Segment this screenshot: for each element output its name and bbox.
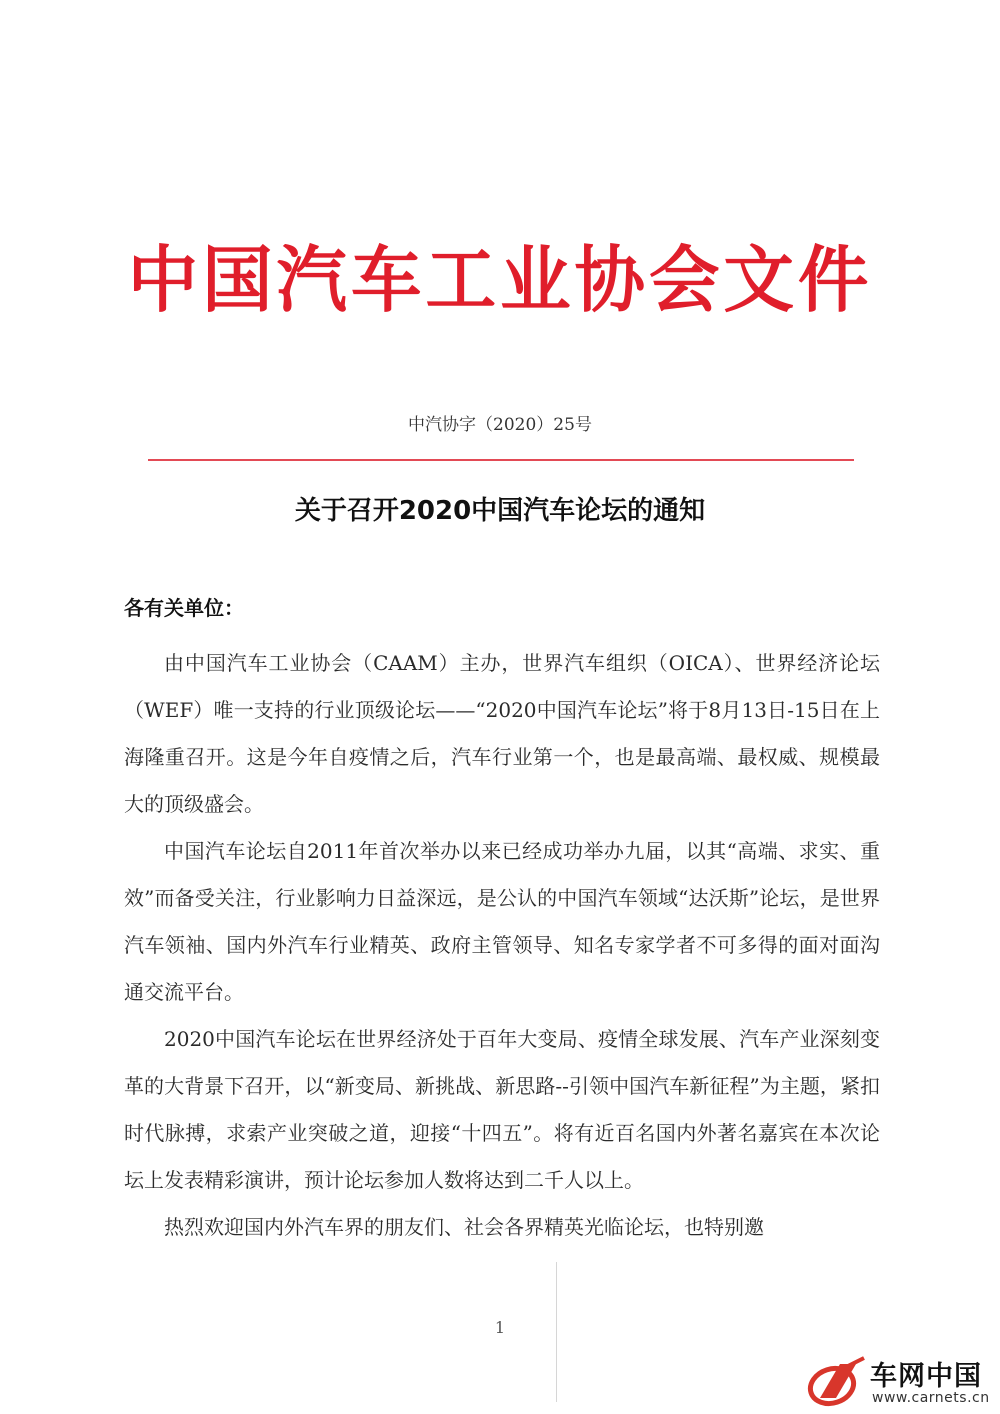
document-number: 中汽协字（2020）25号: [408, 415, 592, 435]
notice-body: [124, 640, 880, 1251]
watermark-url: www.carnets.cn: [872, 1390, 990, 1406]
paragraph-3: 2020中国汽车论坛在世界经济处于百年大变局、疫情全球发展、汽车产业深刻变革的大背景下召开，以“新变局、新挑战、新思路--引领中国汽车新征程”为主题，紧扣时代脉搏，求索产业突破之道，迎接“十四五”。将有近百名国内外著名嘉宾在本次论坛上发表精彩演讲，预计论坛参加人数将达到二千人以上。: [124, 1027, 880, 1192]
red-separator-line: [148, 459, 854, 461]
salutation: 各有关单位：: [124, 596, 244, 620]
paragraph-4: 热烈欢迎国内外汽车界的朋友们、社会各界精英光临论坛，也特别邀: [164, 1215, 764, 1239]
carnets-logo-icon: [806, 1354, 866, 1410]
issuer-header-title: 中国汽车工业协会文件: [127, 238, 873, 322]
watermark-logo: [806, 1354, 996, 1410]
paragraph-2: 中国汽车论坛自2011年首次举办以来已经成功举办九届，以其“高端、求实、重效”而备受关注，行业影响力日益深远，是公认的中国汽车领域“达沃斯”论坛，是世界汽车领袖、国内外汽车行业精英、政府主管领导、知名专家学者不可多得的面对面沟通交流平台。: [124, 839, 880, 1004]
paragraph-1: 由中国汽车工业协会（CAAM）主办，世界汽车组织（OICA）、世界经济论坛（WEF）唯一支持的行业顶级论坛——“2020中国汽车论坛”将于8月13日-15日在上海隆重召开。这是今年自疫情之后，汽车行业第一个，也是最高端、最权威、规模最大的顶级盛会。: [124, 651, 880, 816]
watermark-name: 车网中国: [870, 1361, 982, 1392]
page-number: 1: [494, 1318, 506, 1337]
notice-title: 关于召开2020中国汽车论坛的通知: [294, 496, 706, 526]
